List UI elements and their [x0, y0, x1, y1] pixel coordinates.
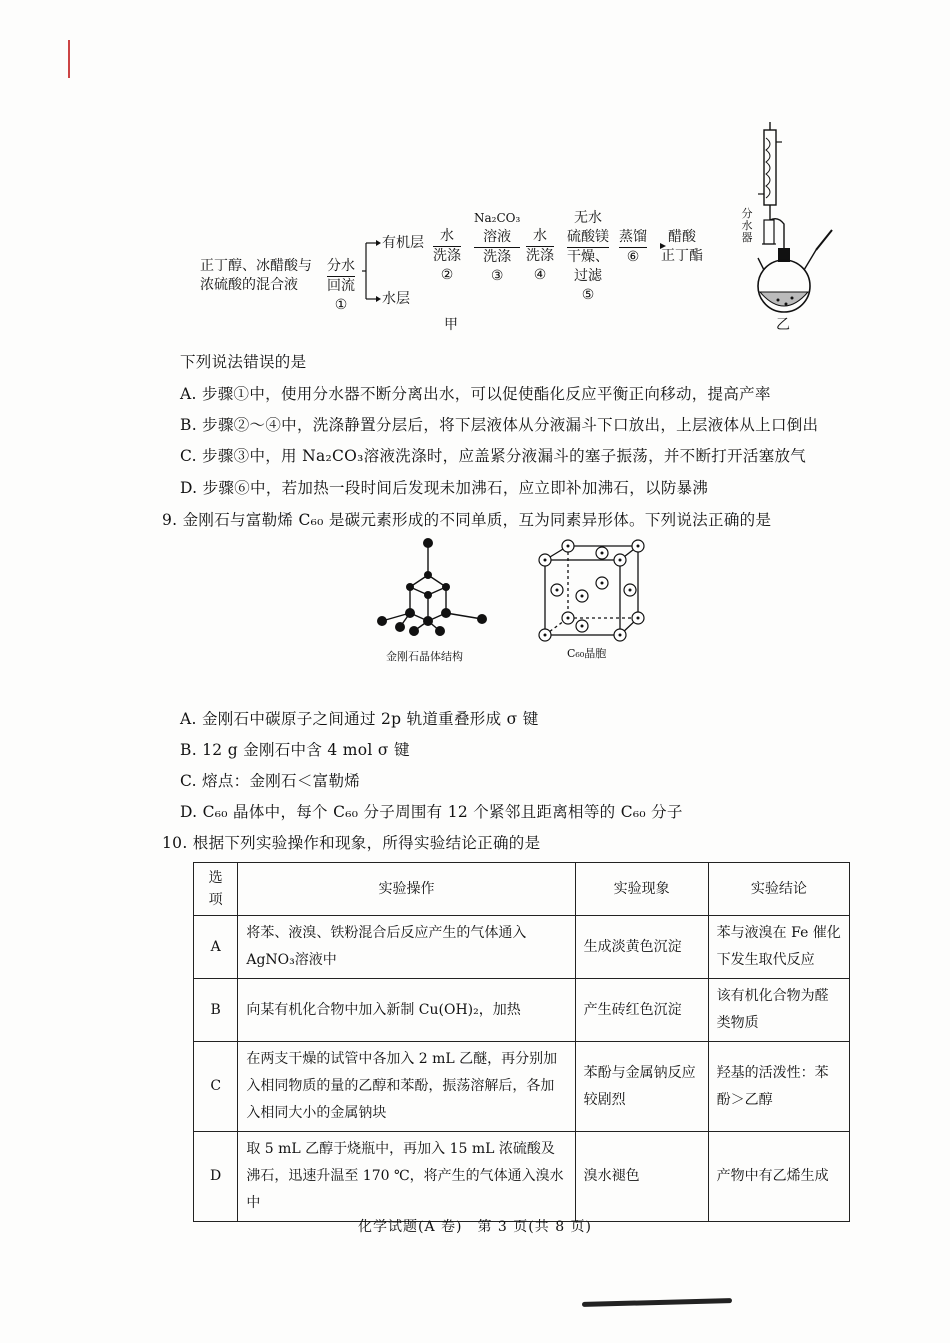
caption-diamond: 金刚石晶体结构 — [386, 650, 463, 663]
flow-product-line2: 正丁酯 — [661, 248, 703, 264]
q8-option-a: A. 步骤①中，使用分水器不断分离出水，可以促使酯化反应平衡正向移动，提高产率 — [180, 385, 771, 403]
flow-step4-top: 水 — [526, 227, 554, 247]
flow-step2-mid: 洗涤 — [433, 248, 461, 264]
flow-start — [200, 257, 312, 295]
q8-stem: 下列说法错误的是 — [180, 353, 307, 371]
table-cell-conclusion: 产物中有乙烯生成 — [708, 1132, 849, 1222]
c60-unit-cell-diagram — [530, 538, 650, 648]
table-cell-option: B — [194, 979, 238, 1042]
experiment-table — [193, 862, 850, 1222]
q8-option-b: B. 步骤②～④中，洗涤静置分层后，将下层液体从分液漏斗下口放出，上层液体从上口倒出 — [180, 416, 819, 434]
scan-edge-mark — [68, 40, 70, 78]
table-cell-operation: 取 5 mL 乙醇于烧瓶中，再加入 15 mL 浓硫酸及沸石，迅速升温至 170 ℃，将产生的气体通入溴水中 — [238, 1132, 575, 1222]
flow-step3-mid: 洗涤 — [483, 249, 512, 265]
table-row — [194, 1042, 850, 1132]
flow-step6-num: ⑥ — [626, 249, 640, 265]
flow-step1-num: ① — [334, 297, 348, 313]
table-header-conclusion: 实验结论 — [708, 863, 849, 916]
flow-start-line2: 浓硫酸的混合液 — [200, 277, 298, 293]
flow-step1-mid: 回流 — [327, 278, 355, 294]
flow-step4-mid: 洗涤 — [526, 248, 554, 264]
q9-option-a: A. 金刚石中碳原子之间通过 2p 轨道重叠形成 σ 键 — [180, 710, 539, 728]
flow-step3-num: ③ — [490, 268, 504, 284]
flow-step5-top2: 硫酸镁 — [567, 228, 609, 248]
table-header-operation: 实验操作 — [238, 863, 575, 916]
flow-label-jia: 甲 — [444, 317, 458, 333]
reflux-apparatus-diagram — [750, 120, 840, 320]
diamond-structure-diagram — [370, 535, 500, 645]
table-cell-conclusion: 羟基的活泼性：苯酚＞乙醇 — [708, 1042, 849, 1132]
q10-stem: 10. 根据下列实验操作和现象，所得实验结论正确的是 — [162, 834, 541, 852]
table-cell-option: C — [194, 1042, 238, 1132]
table-cell-phenomenon: 溴水褪色 — [575, 1132, 708, 1222]
flow-step3-top: 溶液 — [474, 228, 520, 248]
table-cell-operation: 向某有机化合物中加入新制 Cu(OH)₂，加热 — [238, 979, 575, 1042]
table-cell-conclusion: 苯与液溴在 Fe 催化下发生取代反应 — [708, 916, 849, 979]
q9-option-d: D. C₆₀ 晶体中，每个 C₆₀ 分子周围有 12 个紧邻且距离相等的 C₆₀ 分子 — [180, 803, 683, 821]
q9-option-b: B. 12 g 金刚石中含 4 mol σ 键 — [180, 741, 410, 759]
table-row — [194, 979, 850, 1042]
table-header-option: 选项 — [194, 863, 238, 916]
page-footer: 化学试题(A 卷) 第 3 页(共 8 页) — [357, 1219, 593, 1235]
caption-c60: C₆₀晶胞 — [567, 647, 607, 660]
table-row — [194, 916, 850, 979]
table-cell-conclusion: 该有机化合物为醛类物质 — [708, 979, 849, 1042]
q8-option-c: C. 步骤③中，用 Na₂CO₃溶液洗涤时，应盖紧分液漏斗的塞子振荡，并不断打开活塞放气 — [180, 447, 807, 465]
flow-step2-num: ② — [440, 267, 454, 283]
flow-step5-mid2: 过滤 — [574, 268, 602, 284]
table-header-phenomenon: 实验现象 — [575, 863, 708, 916]
flow-step4-num: ④ — [533, 267, 547, 283]
scan-smudge — [582, 1298, 732, 1307]
flow-start-line1: 正丁醇、冰醋酸与 — [200, 258, 312, 274]
flow-arrows — [300, 230, 670, 280]
table-cell-option: D — [194, 1132, 238, 1222]
table-cell-operation: 将苯、液溴、铁粉混合后反应产生的气体通入AgNO₃溶液中 — [238, 916, 575, 979]
flow-organic-layer: 有机层 — [382, 235, 424, 251]
q8-option-d: D. 步骤⑥中，若加热一段时间后发现未加沸石，应立即补加沸石，以防暴沸 — [180, 479, 709, 497]
flow-step3-reagent: Na₂CO₃ — [474, 211, 521, 225]
apparatus-label-yi: 乙 — [776, 317, 790, 333]
apparatus-water-separator-label — [740, 208, 754, 244]
table-cell-operation: 在两支干燥的试管中各加入 2 mL 乙醚，再分别加入相同物质的量的乙醇和苯酚，振荡溶解后，各加入相同大小的金属钠块 — [238, 1042, 575, 1132]
q9-stem: 9. 金刚石与富勒烯 C₆₀ 是碳元素形成的不同单质，互为同素异形体。下列说法正确的是 — [162, 511, 772, 529]
table-cell-phenomenon: 苯酚与金属钠反应较剧烈 — [575, 1042, 708, 1132]
apparatus-side-label-text: 分水器 — [741, 207, 753, 244]
flow-product-line1: 醋酸 — [668, 229, 696, 245]
flow-step6-top: 蒸馏 — [619, 228, 647, 248]
q9-option-c: C. 熔点：金刚石＜富勒烯 — [180, 772, 361, 790]
table-cell-phenomenon: 产生砖红色沉淀 — [575, 979, 708, 1042]
table-row — [194, 1132, 850, 1222]
flow-step1-top: 分水 — [327, 257, 355, 277]
flow-step5-top1: 无水 — [574, 210, 602, 226]
flow-water-layer: 水层 — [382, 291, 410, 307]
table-header-row — [194, 863, 850, 916]
flow-step2-top: 水 — [433, 227, 461, 247]
flow-step5-mid1: 干燥、 — [567, 249, 609, 265]
flow-step5-num: ⑤ — [581, 287, 595, 303]
table-cell-option: A — [194, 916, 238, 979]
table-cell-phenomenon: 生成淡黄色沉淀 — [575, 916, 708, 979]
